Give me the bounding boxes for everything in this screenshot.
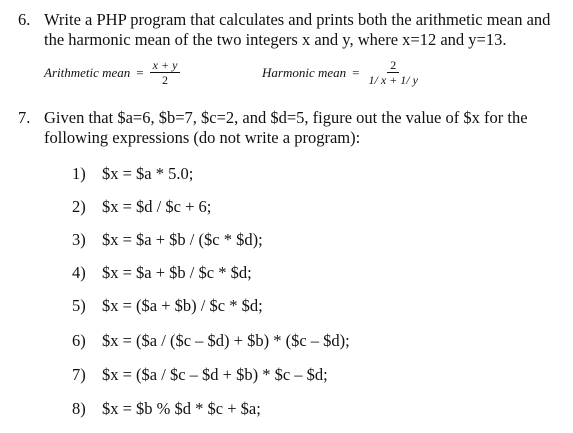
harmonic-mean-fraction <box>365 58 420 87</box>
question-6-number: 6. <box>18 10 31 29</box>
harmonic-mean-formula <box>262 58 421 87</box>
question-7-line-1: Given that $a=6, $b=7, $c=2, and $d=5, figure out the value of $x for the <box>44 108 528 127</box>
expression-text: $x = $a + $b / ($c * $d); <box>102 230 263 249</box>
expression-item <box>72 197 211 217</box>
expression-item <box>72 164 193 184</box>
expression-text: $x = $a + $b / $c * $d; <box>102 263 252 282</box>
expression-text: $x = $b % $d * $c + $a; <box>102 399 261 418</box>
question-7-number: 7. <box>18 108 31 127</box>
expression-item <box>72 230 263 250</box>
harmonic-mean-numerator: 2 <box>387 58 399 73</box>
expression-item <box>72 296 263 316</box>
harmonic-mean-denominator: 1/ x + 1/ y <box>368 73 418 87</box>
expression-item <box>72 365 328 385</box>
question-6-line-1: Write a PHP program that calculates and prints both the arithmetic mean and <box>44 10 551 29</box>
arithmetic-mean-numerator: x + y <box>150 58 181 73</box>
expression-number: 3) <box>72 230 86 249</box>
arithmetic-mean-label: Arithmetic mean <box>44 64 131 80</box>
expression-number: 6) <box>72 331 86 350</box>
question-7-line-2: following expressions (do not write a program): <box>44 128 361 147</box>
question-7-text <box>44 108 564 148</box>
expression-number: 4) <box>72 263 86 282</box>
arithmetic-mean-formula <box>44 58 180 87</box>
expression-item <box>72 263 252 283</box>
harmonic-mean-label: Harmonic mean <box>262 64 347 80</box>
expression-text: $x = ($a + $b) / $c * $d; <box>102 296 263 315</box>
expression-text: $x = ($a / ($c – $d) + $b) * ($c – $d); <box>102 331 350 350</box>
expression-text: $x = $a * 5.0; <box>102 164 194 183</box>
expression-number: 1) <box>72 164 86 183</box>
question-6-line-2: the harmonic mean of the two integers x and y, where x=12 and y=13. <box>44 30 507 49</box>
expression-number: 5) <box>72 296 86 315</box>
expression-number: 8) <box>72 399 86 418</box>
expression-text: $x = ($a / $c – $d + $b) * $c – $d; <box>102 365 328 384</box>
question-6-text <box>44 10 564 50</box>
expression-text: $x = $d / $c + 6; <box>102 197 212 216</box>
arithmetic-mean-fraction <box>150 58 181 87</box>
expression-item <box>72 331 350 351</box>
expression-number: 7) <box>72 365 86 384</box>
expression-item <box>72 399 261 419</box>
arithmetic-mean-denominator: 2 <box>162 73 169 87</box>
harmonic-mean-equals: = <box>352 64 360 80</box>
expression-number: 2) <box>72 197 86 216</box>
arithmetic-mean-equals: = <box>136 64 144 80</box>
